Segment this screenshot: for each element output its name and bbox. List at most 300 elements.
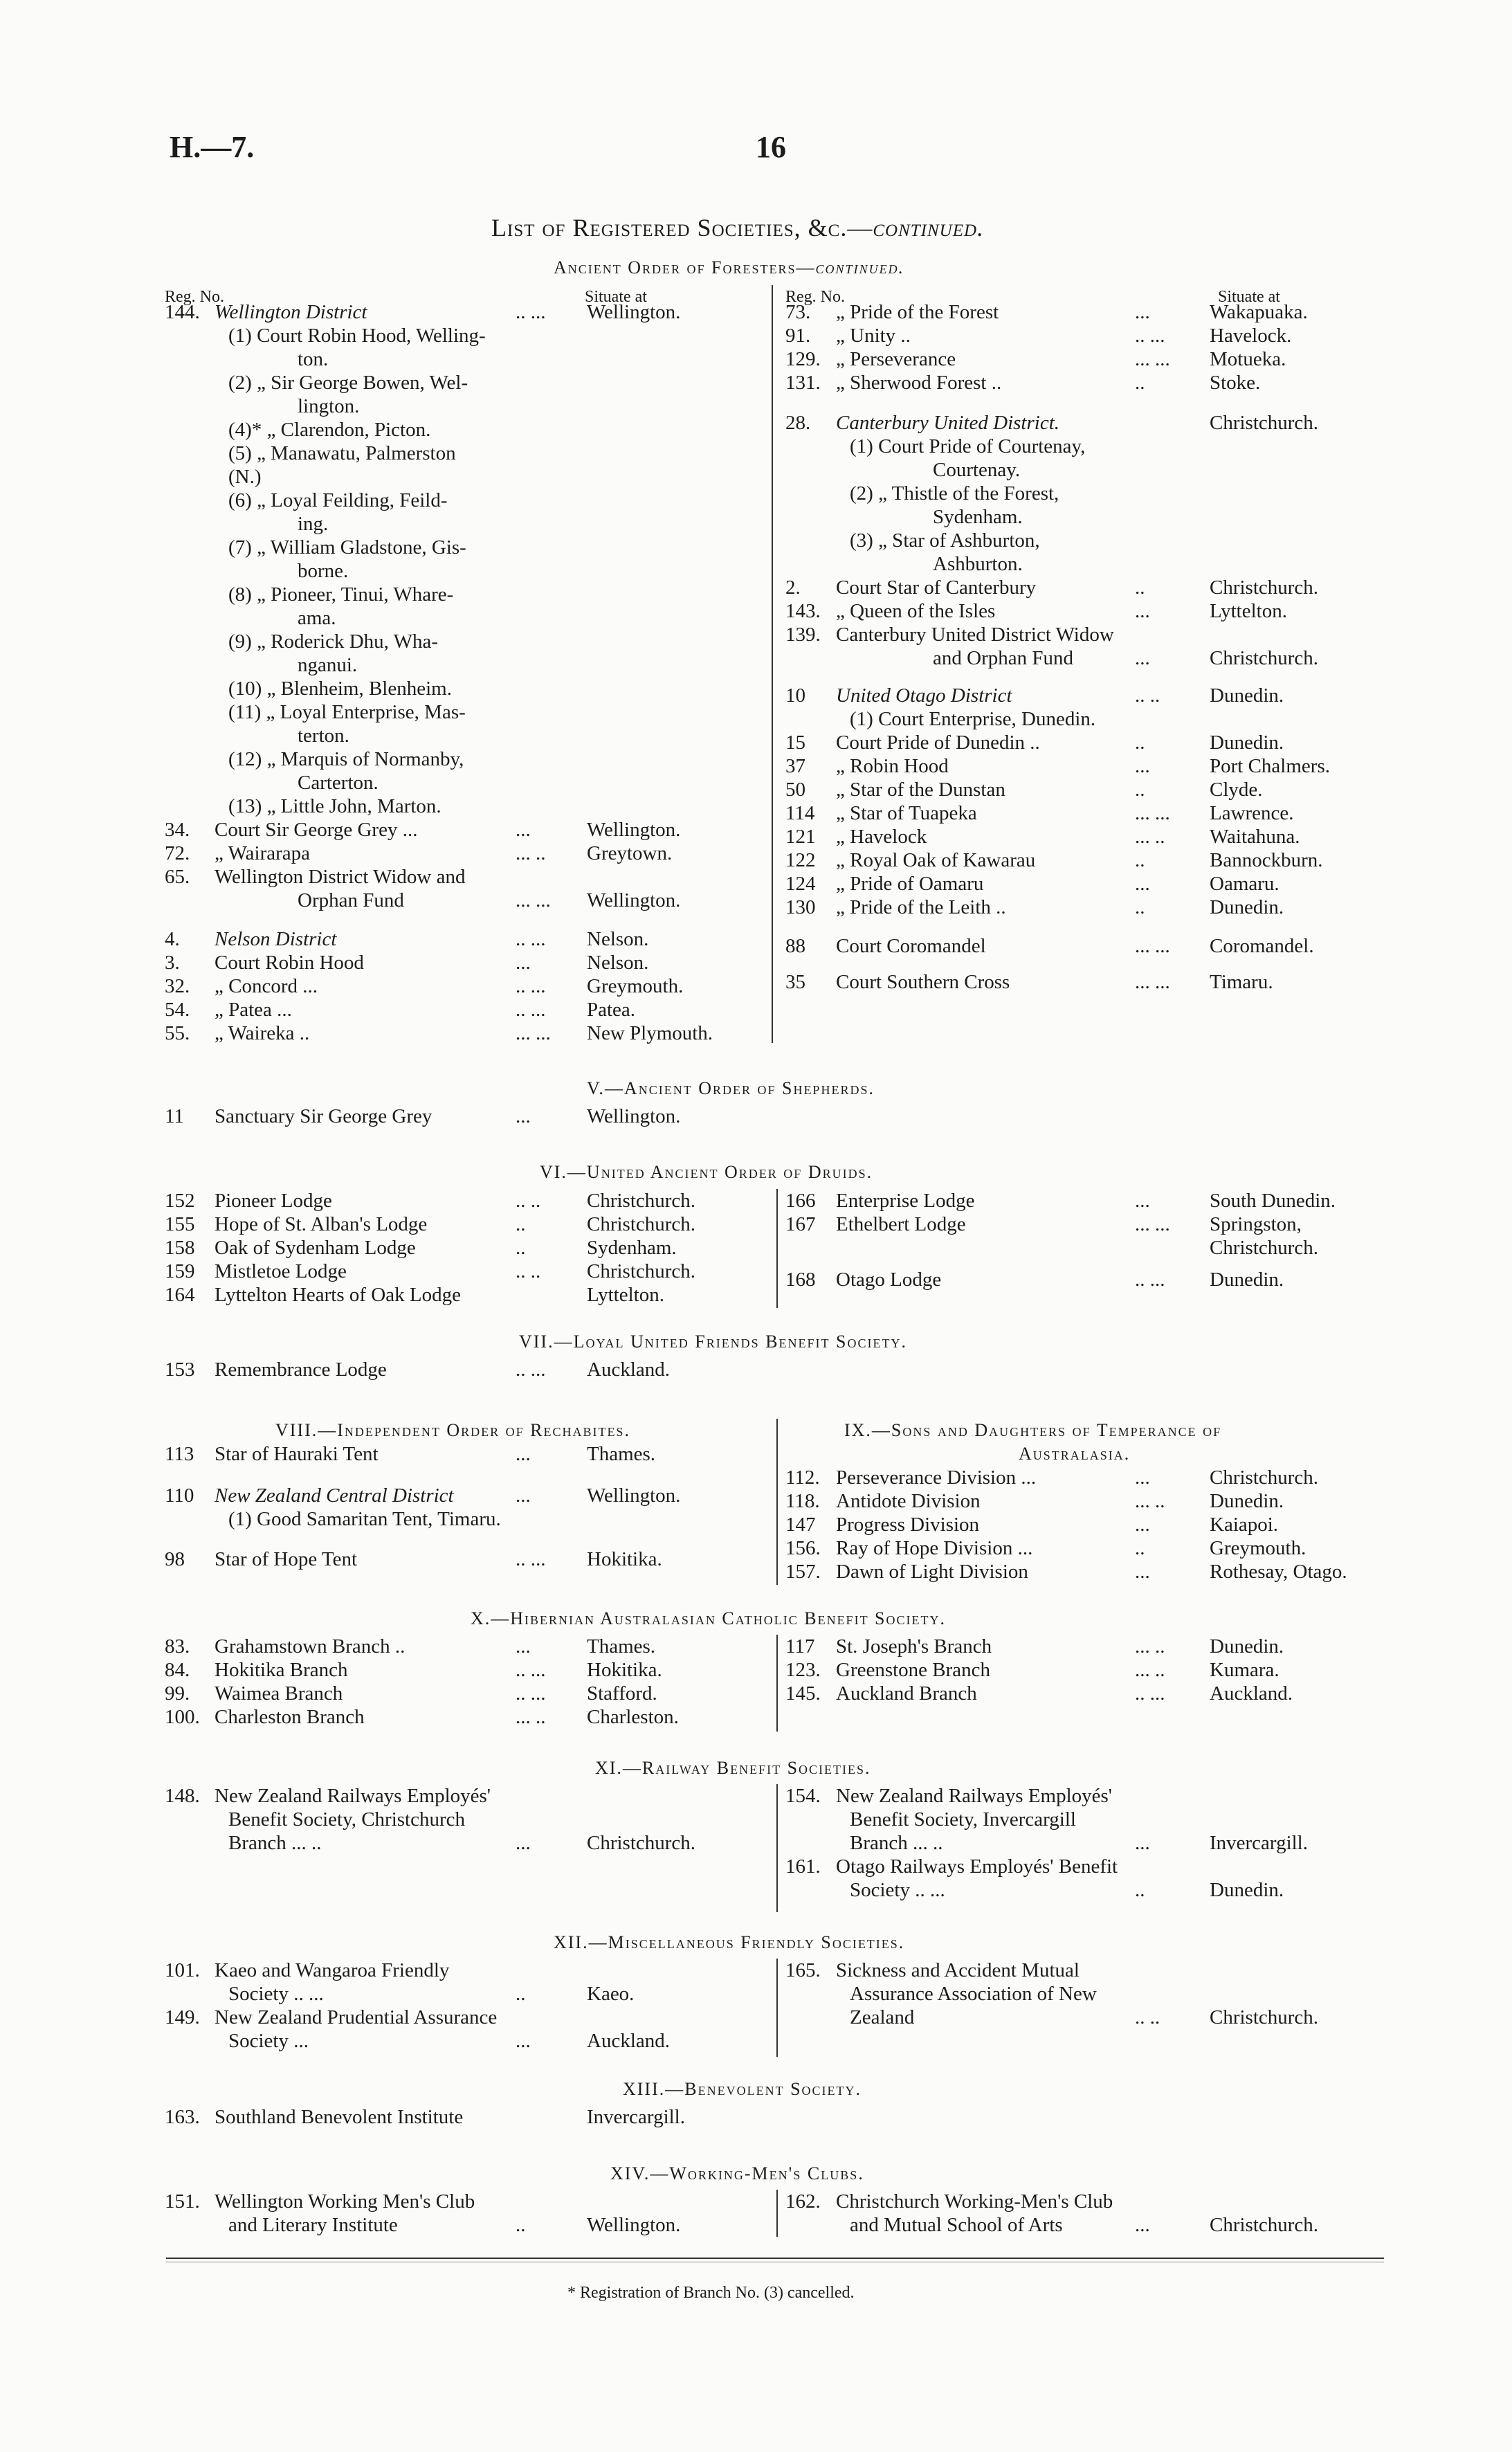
row-name: (12) „ Marquis of Normanby, [228,748,464,770]
row-place: Christchurch. [1210,412,1319,434]
row-name: Court Coromandel [836,935,986,957]
row-no: 167 [785,1213,816,1235]
druids-heading: VI.—United Ancient Order of Druids. [540,1162,873,1182]
row-no: 147 [785,1514,816,1536]
row-name: Greenstone Branch [836,1659,991,1681]
row-name: (10) „ Blenheim, Blenheim. [228,678,452,700]
row-dots: .. [516,2214,526,2236]
row-name: Lyttelton Hearts of Oak Lodge [215,1284,461,1306]
row-place: Lyttelton. [587,1284,664,1306]
row-name: Pioneer Lodge [215,1190,332,1212]
row-no: 153 [165,1359,195,1381]
row-name: (1) Good Samaritan Tent, Timaru. [228,1508,501,1530]
row-place: Wellington. [587,301,681,323]
row-no: 28. [785,412,811,434]
row-name: Court Southern Cross [836,971,1010,993]
row-dots: ... [1135,301,1150,323]
row-name: Wellington District [215,301,367,323]
row-name: nganui. [298,654,358,676]
rechabites-divider [776,1419,778,1585]
row-name: Nelson District [215,928,337,950]
row-name: Charleston Branch [215,1706,365,1728]
row-name: Kaeo and Wangaroa Friendly [215,1959,450,1981]
row-place: Wakapuaka. [1210,301,1308,323]
row-no: 91. [785,325,811,347]
row-dots: ... .. [1135,1659,1165,1681]
row-name: „ Unity .. [836,325,911,347]
row-no: 88 [785,935,805,957]
row-no: 32. [165,975,190,997]
row-place: Christchurch. [1210,576,1319,599]
row-no: 112. [785,1466,820,1489]
row-name: Canterbury United District Widow [836,624,1114,646]
row-name: Progress Division [836,1514,980,1536]
row-name: „ Pride of the Leith .. [836,896,1006,918]
row-place: Kumara. [1210,1659,1279,1681]
row-dots: .. ... [516,999,546,1021]
row-name: (7) „ William Gladstone, Gis- [228,536,466,558]
shepherds-heading: V.—Ancient Order of Shepherds. [587,1078,875,1098]
row-place: Dunedin. [1210,1269,1284,1291]
row-place: Waitahuna. [1210,826,1300,848]
misc-divider [776,1959,778,2057]
row-no: 149. [165,2006,200,2028]
row-no: 2. [785,576,801,599]
row-no: 155 [165,1213,195,1235]
row-place: Auckland. [1210,1682,1293,1705]
row-dots: .. [1135,779,1145,801]
row-dots: .. ... [516,1548,546,1570]
row-dots: .. ... [1135,1269,1165,1291]
row-dots: ... [516,1635,531,1658]
row-place: Invercargill. [587,2106,685,2128]
row-dots: .. ... [516,975,546,997]
row-place: Charleston. [587,1706,679,1728]
row-dots: ... ... [1135,348,1170,370]
row-place: Wellington. [587,889,681,911]
row-dots: .. [516,1237,526,1259]
row-name: Carterton. [298,772,379,794]
row-dots: ... [1135,2214,1150,2236]
rechabites-heading: VIII.—Independent Order of Rechabites. [275,1420,631,1440]
row-place: Dunedin. [1210,896,1284,918]
row-name: (2) „ Thistle of the Forest, [850,482,1059,505]
row-dots: ... [516,1443,531,1465]
row-no: 145. [785,1682,821,1705]
row-dots: .. [1135,732,1145,754]
row-name: „ Queen of the Isles [836,600,996,622]
druids-divider [776,1189,778,1308]
row-dots: .. [516,1983,526,2005]
row-name: Star of Hope Tent [215,1548,358,1570]
row-no: 166 [785,1190,816,1212]
row-dots: .. ... [1135,1682,1165,1705]
row-dots: ... .. [1135,826,1165,848]
row-place: Lawrence. [1210,802,1294,824]
row-place: Christchurch. [587,1260,696,1282]
row-place: Wellington. [587,819,681,841]
row-name: Auckland Branch [836,1682,977,1705]
row-name: New Zealand Railways Employés' [836,1785,1113,1807]
row-name: Wellington District Widow and [215,866,466,888]
row-place: Christchurch. [1210,2006,1319,2028]
hibernian-divider [776,1635,778,1732]
row-dots: .. [1135,849,1145,871]
row-name: Sanctuary Sir George Grey [215,1105,432,1127]
row-name: Christchurch Working-Men's Club [836,2190,1113,2213]
row-place: Wellington. [587,2214,681,2236]
row-place: Stafford. [587,1682,657,1705]
row-place: Auckland. [587,2030,670,2052]
row-no: 15 [785,732,805,754]
row-no: 65. [165,866,190,888]
row-name: terton. [298,725,349,747]
row-name: and Literary Institute [228,2214,398,2236]
row-dots: ... [516,1484,531,1507]
row-no: 118. [785,1490,820,1512]
row-dots: ... ... [1135,935,1170,957]
row-name: (3) „ Star of Ashburton, [850,529,1040,552]
row-name: Assurance Association of New [850,1983,1097,2005]
row-no: 131. [785,372,821,394]
row-name: (9) „ Roderick Dhu, Wha- [228,630,439,653]
row-name: (8) „ Pioneer, Tinui, Whare- [228,583,454,606]
row-no: 55. [165,1022,190,1044]
row-place: Coromandel. [1210,935,1314,957]
row-dots: ... [1135,1190,1150,1212]
row-name: (5) „ Manawatu, Palmerston [228,442,456,464]
footnote: * Registration of Branch No. (3) cancelled. [567,2284,855,2302]
row-name: Enterprise Lodge [836,1190,975,1212]
row-dots: ... ... [1135,802,1170,824]
row-name: Branch ... .. [850,1832,943,1854]
clubs-divider [776,2190,778,2237]
row-name: Wellington Working Men's Club [215,2190,475,2213]
row-place: Christchurch. [587,1213,696,1235]
row-name: „ Royal Oak of Kawarau [836,849,1036,871]
row-dots: ... .. [1135,1635,1165,1658]
row-dots: ... .. [516,1706,546,1728]
row-name: New Zealand Prudential Assurance [215,2006,498,2028]
row-name: Benefit Society, Invercargill [850,1808,1076,1831]
row-name: and Orphan Fund [933,647,1073,669]
row-name: Court Robin Hood [215,952,364,974]
row-name: Otago Lodge [836,1269,942,1291]
row-name: Court Pride of Dunedin .. [836,732,1040,754]
row-place: Christchurch. [1210,647,1319,669]
row-name: „ Havelock [836,826,927,848]
row-place: Christchurch. [587,1190,696,1212]
row-dots: .. [1135,372,1145,394]
row-name: Court Sir George Grey ... [215,819,418,841]
row-name: Society ... [228,2030,309,2052]
row-name: „ Robin Hood [836,755,949,777]
row-name: „ Perseverance [836,348,956,370]
row-place: Hokitika. [587,1659,662,1681]
row-no: 114 [785,802,815,824]
col-situate-left: Situate at [585,288,647,306]
row-no: 72. [165,842,190,864]
col-reg-no-right: Reg. No. [785,288,845,306]
row-dots: ... [1135,647,1150,669]
row-no: 37 [785,755,805,777]
clubs-heading: XIV.—Working-Men's Clubs. [610,2163,864,2183]
row-no: 129. [785,348,821,370]
row-no: 4. [165,928,180,950]
row-place: Hokitika. [587,1548,662,1570]
row-name: Benefit Society, Christchurch [228,1808,466,1831]
row-name: Society .. ... [850,1879,945,1901]
row-no: 124 [785,873,816,895]
report-reference: H.—7. [170,130,255,164]
row-name: Courtenay. [933,459,1021,481]
row-place: Christchurch. [587,1832,696,1854]
row-no: 113 [165,1443,194,1465]
row-name: (2) „ Sir George Bowen, Wel- [228,372,468,394]
row-name: Southland Benevolent Institute [215,2106,464,2128]
railway-divider [776,1784,778,1912]
row-place: Invercargill. [1210,1832,1308,1854]
row-dots: .. .. [1135,2006,1160,2028]
row-dots: .. [1135,896,1145,918]
row-place: Nelson. [587,928,649,950]
row-place: Greytown. [587,842,673,864]
row-no: 3. [165,952,180,974]
row-name: „ Pride of Oamaru [836,873,984,895]
row-name: Sydenham. [933,506,1023,528]
row-place: Kaiapoi. [1210,1514,1279,1536]
row-dots: .. .. [1135,684,1160,707]
row-name: Grahamstown Branch .. [215,1635,406,1658]
row-no: 34. [165,819,190,841]
temperance-heading: IX.—Sons and Daughters of Temperance of [844,1420,1222,1440]
row-dots: ... ... [516,1022,551,1044]
row-dots: .. [516,1213,526,1235]
row-no: 11 [165,1105,184,1127]
row-no: 161. [785,1855,821,1878]
row-dots: .. ... [516,1659,546,1681]
row-place: Springston, [1210,1213,1302,1235]
row-dots: ... [516,1832,531,1854]
row-no: 157. [785,1561,821,1583]
row-place: Thames. [587,1443,656,1465]
row-name: „ Waireka .. [215,1022,310,1044]
row-name: Court Star of Canterbury [836,576,1037,599]
row-place: Nelson. [587,952,649,974]
row-name: Oak of Sydenham Lodge [215,1237,416,1259]
row-dots: ... .. [1135,1490,1165,1512]
row-name: „ Pride of the Forest [836,301,999,323]
row-name: Hope of St. Alban's Lodge [215,1213,428,1235]
row-place: Dunedin. [1210,732,1284,754]
row-name: „ Sherwood Forest .. [836,372,1002,394]
col-situate-right: Situate at [1218,288,1280,306]
row-name: New Zealand Central District [215,1484,454,1507]
row-place: Dunedin. [1210,684,1284,707]
row-name: „ Patea ... [215,999,292,1021]
row-place: Bannockburn. [1210,849,1323,871]
railway-heading: XI.—Railway Benefit Societies. [595,1758,871,1778]
row-no: 73. [785,301,811,323]
row-no: 35 [785,971,805,993]
row-name: Orphan Fund [298,889,404,911]
row-name: Society .. ... [228,1983,324,2005]
row-no: 143. [785,600,821,622]
row-name: United Otago District [836,684,1012,707]
row-name: Canterbury United District. [836,412,1060,434]
row-place: Havelock. [1210,325,1292,347]
row-place: Motueka. [1210,348,1286,370]
row-place: Greymouth. [1210,1537,1306,1559]
row-name: Sickness and Accident Mutual [836,1959,1080,1981]
row-name: ama. [298,607,336,629]
row-no: 156. [785,1537,821,1559]
benevolent-heading: XIII.—Benevolent Society. [623,2079,862,2099]
row-no: 164 [165,1284,195,1306]
page-title: List of Registered Societies, &c.—continued. [491,214,985,242]
row-place: Kaeo. [587,1983,635,2005]
row-name: „ Star of Tuapeka [836,802,977,824]
row-name: lington. [298,395,360,417]
row-no: 121 [785,826,816,848]
row-name: „ Concord ... [215,975,318,997]
row-place: Dunedin. [1210,1635,1284,1658]
row-place: Clyde. [1210,779,1263,801]
row-no: 84. [165,1659,190,1681]
row-dots: ... [1135,1514,1150,1536]
row-place: Wellington. [587,1105,681,1127]
row-name: Dawn of Light Division [836,1561,1028,1583]
row-dots: .. ... [516,1359,546,1381]
row-dots: ... [1135,1561,1150,1583]
row-no: 83. [165,1635,190,1658]
row-place: Greymouth. [587,975,684,997]
row-dots: ... [516,952,531,974]
row-name: Remembrance Lodge [215,1359,387,1381]
row-name: Otago Railways Employés' Benefit [836,1855,1118,1878]
row-dots: ... [1135,755,1150,777]
row-place: Christchurch. [1210,1466,1319,1489]
row-name: (13) „ Little John, Marton. [228,795,441,817]
row-dots: .. .. [516,1260,541,1282]
row-name: Hokitika Branch [215,1659,348,1681]
row-place: Thames. [587,1635,656,1658]
row-dots: .. ... [516,301,546,323]
row-dots: ... [516,2030,531,2052]
row-name: (N.) [228,466,262,488]
row-no: 122 [785,849,816,871]
row-name: (1) Court Robin Hood, Welling- [228,325,486,347]
row-name: ing. [298,513,329,535]
col-reg-no-left: Reg. No. [165,288,224,306]
row-no: 54. [165,999,190,1021]
row-dots: .. [1135,1537,1145,1559]
row-place: Dunedin. [1210,1879,1284,1901]
row-place: Auckland. [587,1359,670,1381]
row-dots: ... ... [1135,1213,1170,1235]
row-place: Dunedin. [1210,1490,1284,1512]
row-place: New Plymouth. [587,1022,713,1044]
row-dots: .. .. [516,1190,541,1212]
row-no: 101. [165,1959,200,1981]
row-place: Oamaru. [1210,873,1279,895]
hibernian-heading: X.—Hibernian Australasian Catholic Benefit Society. [471,1608,947,1628]
row-dots: .. ... [516,1682,546,1705]
row-no: 100. [165,1706,200,1728]
misc-heading: XII.—Miscellaneous Friendly Societies. [554,1932,905,1952]
row-name: (6) „ Loyal Feilding, Feild- [228,489,448,511]
row-name: (4)* „ Clarendon, Picton. [228,419,431,441]
row-name: Mistletoe Lodge [215,1260,347,1282]
row-name: Antidote Division [836,1490,981,1512]
row-place: Christchurch. [1210,1237,1319,1259]
column-divider [772,285,773,1043]
row-name: Ray of Hope Division ... [836,1537,1033,1559]
row-dots: ... [1135,1832,1150,1854]
row-name: Perseverance Division ... [836,1466,1037,1489]
row-place: Lyttelton. [1210,600,1287,622]
row-no: 158 [165,1237,195,1259]
row-name: „ Wairarapa [215,842,311,864]
bottom-rule [166,2258,1384,2259]
row-name: (1) Court Enterprise, Dunedin. [850,708,1096,730]
row-name: „ Star of the Dunstan [836,779,1005,801]
row-no: 10 [785,684,805,707]
row-name: Star of Hauraki Tent [215,1443,379,1465]
row-dots: ... ... [1135,971,1170,993]
row-name: New Zealand Railways Employés' [215,1785,491,1807]
row-name: Zealand [850,2006,915,2028]
row-no: 98 [165,1548,185,1570]
row-place: South Dunedin. [1210,1190,1336,1212]
row-dots: .. [1135,1879,1145,1901]
row-place: Wellington. [587,1484,681,1507]
row-no: 148. [165,1785,200,1807]
row-name: ton. [298,348,329,370]
temperance-heading-2: Australasia. [1019,1444,1131,1464]
row-name: (1) Court Pride of Courtenay, [850,435,1086,457]
row-no: 168 [785,1269,816,1291]
row-dots: ... [516,819,531,841]
row-no: 165. [785,1959,821,1981]
row-no: 151. [165,2190,200,2213]
row-place: Patea. [587,999,636,1021]
row-name: St. Joseph's Branch [836,1635,992,1658]
row-dots: .. ... [1135,325,1165,347]
row-name: Waimea Branch [215,1682,343,1705]
row-no: 123. [785,1659,821,1681]
row-dots: ... [516,1105,531,1127]
row-dots: ... [1135,873,1150,895]
row-place: Rothesay, Otago. [1210,1561,1347,1583]
row-no: 159 [165,1260,195,1282]
row-dots: ... ... [516,889,551,911]
row-name: (11) „ Loyal Enterprise, Mas- [228,701,466,723]
row-no: 163. [165,2106,200,2128]
row-no: 152 [165,1190,195,1212]
row-dots: .. ... [516,928,546,950]
row-no: 139. [785,624,821,646]
row-place: Sydenham. [587,1237,677,1259]
row-name: Ethelbert Lodge [836,1213,966,1235]
row-no: 110 [165,1484,194,1507]
row-no: 50 [785,779,805,801]
row-name: Branch ... .. [228,1832,322,1854]
page-number: 16 [756,130,786,164]
row-no: 99. [165,1682,190,1705]
row-place: Port Chalmers. [1210,755,1330,777]
row-no: 144. [165,301,200,323]
